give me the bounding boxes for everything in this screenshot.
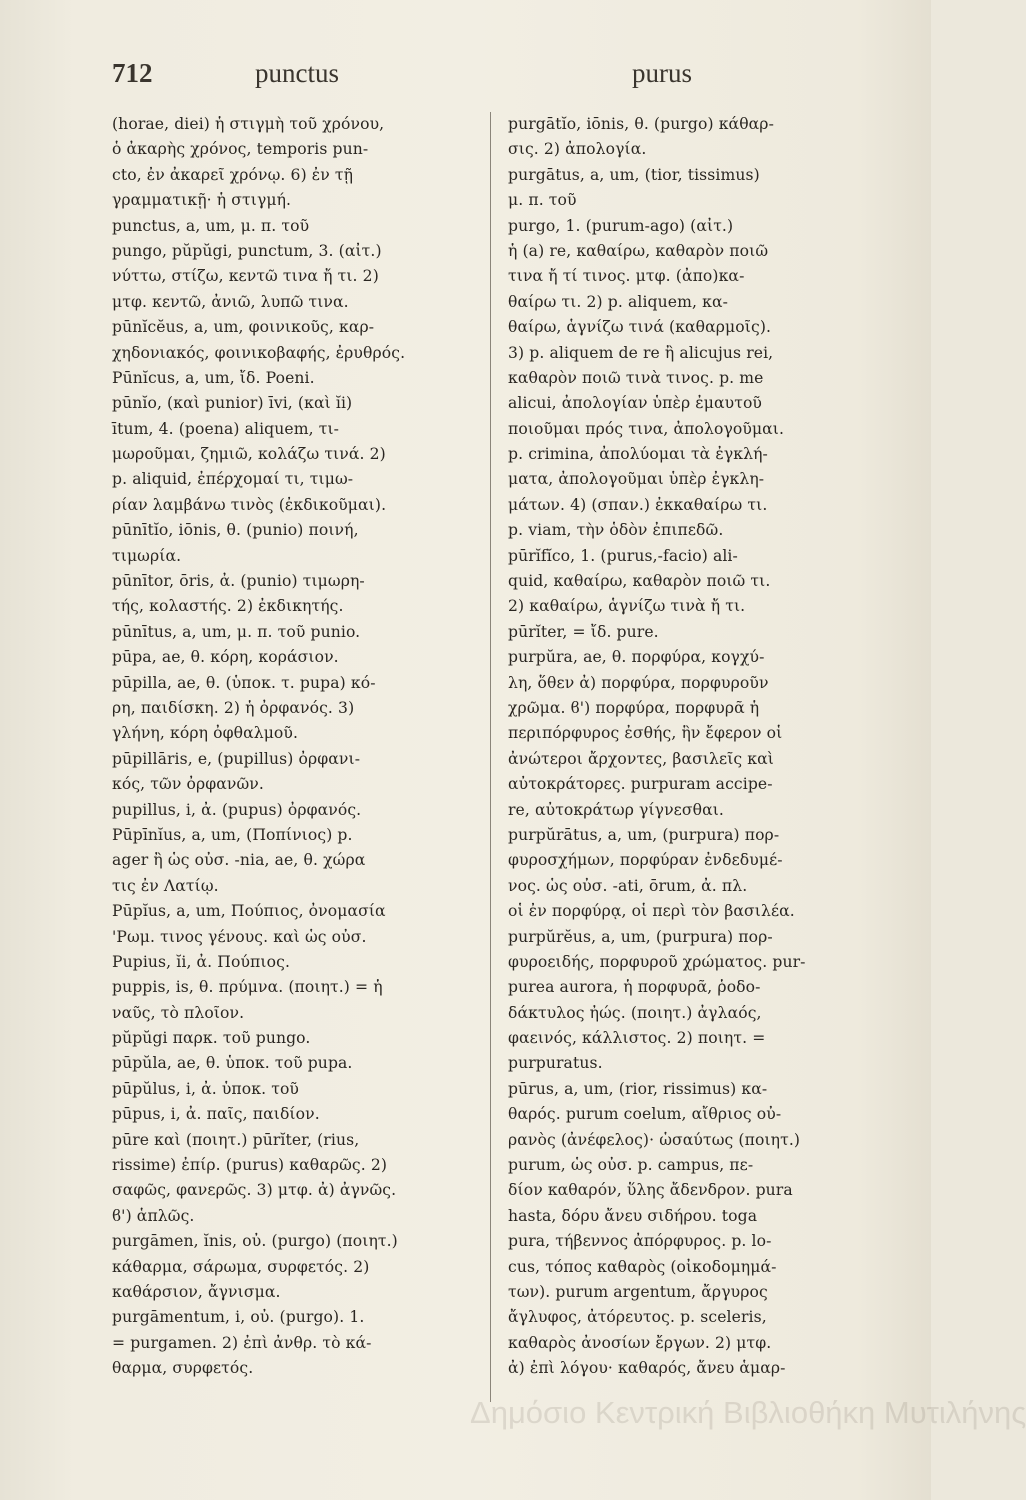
dictionary-line: μωροῦμαι, ζημιῶ, κολάζω τινά. 2) (112, 445, 386, 464)
dictionary-line: μάτων. 4) (σπαν.) ἐκκαθαίρω τι. (508, 495, 768, 514)
dictionary-line: Pūpĭus, a, um, Πούπιος, ὀνομασία (112, 902, 386, 921)
dictionary-line: 'Ρωμ. τινος γένους. καὶ ὡς οὐσ. (112, 927, 367, 946)
dictionary-line: τιμωρία. (112, 546, 182, 565)
dictionary-line: purpŭrātus, a, um, (purpura) πορ- (508, 825, 780, 844)
dictionary-line: κός, τῶν ὀρφανῶν. (112, 775, 264, 794)
dictionary-line: pūpŭlus, i, ἀ. ὑποκ. τοῦ (112, 1079, 300, 1098)
dictionary-line: χηδονιακός, φοινικοβαφής, ἐρυθρός. (112, 343, 406, 362)
dictionary-line: ītum, 4. (poena) aliquem, τι- (112, 419, 340, 438)
dictionary-line: ἀνώτεροι ἄρχοντες, βασιλεῖς καὶ (508, 749, 774, 768)
dictionary-line: Pūpīnĭus, a, um, (Ποπίνιος) p. (112, 825, 353, 844)
dictionary-line: rissime) ἐπίρ. (purus) καθαρῶς. 2) (112, 1156, 388, 1175)
dictionary-line: καθαρὸν ποιῶ τινὰ τινος. p. me (508, 368, 764, 387)
dictionary-line: Pupius, ĭi, ἀ. Πούπιος. (112, 952, 291, 971)
dictionary-line: purum, ὡς οὐσ. p. campus, πε- (508, 1156, 754, 1175)
dictionary-line: purgātus, a, um, (tior, tissimus) (508, 165, 760, 184)
dictionary-line: σις. 2) ἀπολογία. (508, 140, 647, 159)
dictionary-line: pūre καὶ (ποιητ.) pūrĭter, (rius, (112, 1130, 360, 1149)
left-column (112, 112, 490, 1382)
dictionary-line: pūpillāris, e, (pupillus) ὀρφανι- (112, 749, 361, 768)
dictionary-line: cus, τόπος καθαρὸς (οἰκοδομημά- (508, 1257, 777, 1276)
dictionary-line: (horae, diei) ἡ στιγμὴ τοῦ χρόνου, (112, 115, 385, 133)
dictionary-line: purgo, 1. (purum-ago) (αἰτ.) (508, 216, 734, 235)
dictionary-line: hasta, δόρυ ἄνευ σιδήρου. toga (508, 1206, 758, 1225)
dictionary-line: pura, τήβεννος ἀπόρφυρος. p. lo- (508, 1232, 772, 1251)
dictionary-line: αὐτοκράτορες. purpuram accipe- (508, 775, 773, 794)
dictionary-line: p. aliquid, ἐπέρχομαί τι, τιμω- (112, 470, 354, 489)
dictionary-line: pūnītĭo, iōnis, θ. (punio) ποινή, (112, 521, 359, 540)
dictionary-line: ὁ ἀκαρὴς χρόνος, temporis pun- (112, 140, 369, 159)
dictionary-line: κάθαρμα, σάρωμα, συρφετός. 2) (112, 1257, 370, 1276)
dictionary-line: pūnītor, ōris, ἀ. (punio) τιμωρη- (112, 572, 365, 591)
dictionary-line: pūnĭcĕus, a, um, φοινικοῦς, καρ- (112, 318, 375, 337)
dictionary-line: δάκτυλος ἠώς. (ποιητ.) ἀγλαός, (508, 1003, 762, 1022)
dictionary-line: purgātĭo, iōnis, θ. (purgo) κάθαρ- (508, 115, 774, 133)
library-watermark: Δημόσιο Κεντρική Βιβλιοθήκη Μυτιλήνης (470, 1395, 1026, 1430)
dictionary-line: pūpilla, ae, θ. (ὑποκ. τ. pupa) κό- (112, 673, 376, 692)
dictionary-line: ager ἢ ὡς οὐσ. -nia, ae, θ. χώρα (112, 851, 366, 870)
dictionary-line: pŭpŭgi παρκ. τοῦ pungo. (112, 1029, 311, 1048)
dictionary-line: purgāmen, ĭnis, οὐ. (purgo) (ποιητ.) (112, 1232, 398, 1251)
dictionary-line: = purgamen. 2) ἐπὶ ἀνθρ. τὸ κά- (112, 1333, 372, 1352)
page-number: 712 (112, 58, 153, 88)
dictionary-line: p. viam, τὴν ὁδὸν ἐπιπεδῶ. (508, 521, 724, 540)
dictionary-line: σαφῶς, φανερῶς. 3) μτφ. ἀ) ἀγνῶς. (112, 1181, 397, 1200)
dictionary-line: μ. π. τοῦ (508, 191, 577, 210)
right-column (508, 112, 886, 1382)
dictionary-line: ρανὸς (ἀνέφελος)· ὡσαύτως (ποιητ.) (508, 1130, 801, 1149)
dictionary-line: ρίαν λαμβάνω τινὸς (ἐκδικοῦμαι). (112, 495, 387, 514)
dictionary-line: pungo, pŭpŭgi, punctum, 3. (αἰτ.) (112, 241, 382, 260)
dictionary-line: ἡ (a) re, καθαίρω, καθαρὸν ποιῶ (508, 241, 769, 260)
dictionary-line: puppis, is, θ. πρύμνα. (ποιητ.) = ἡ (112, 978, 383, 997)
dictionary-line: pūpŭla, ae, θ. ὑποκ. τοῦ pupa. (112, 1054, 353, 1073)
dictionary-line: ναῦς, τὸ πλοῖον. (112, 1003, 245, 1022)
right-headword: purus (632, 58, 692, 88)
dictionary-line: οἱ ἐν πορφύρᾳ, οἱ περὶ τὸν βασιλέα. (508, 902, 795, 921)
dictionary-line: pūrus, a, um, (rior, rissimus) κα- (508, 1079, 768, 1098)
dictionary-line: ποιοῦμαι πρός τινα, ἀπολογοῦμαι. (508, 419, 785, 438)
dictionary-line: alicui, ἀπολογίαν ὑπὲρ ἐμαυτοῦ (508, 394, 763, 413)
dictionary-line: χρῶμα. ϐ') πορφύρα, πορφυρᾶ ἡ (508, 698, 760, 717)
dictionary-line: pūnĭo, (καὶ punior) īvi, (καὶ ĭi) (112, 394, 353, 413)
dictionary-line: θαίρω τι. 2) p. aliquem, κα- (508, 292, 728, 311)
dictionary-line: 2) καθαίρω, ἁγνίζω τινὰ ἤ τι. (508, 597, 746, 616)
dictionary-line: purpuratus. (508, 1054, 603, 1073)
dictionary-line: ϐ') ἁπλῶς. (112, 1206, 195, 1225)
dictionary-line: τής, κολαστής. 2) ἐκδικητής. (112, 597, 344, 616)
dictionary-line: γραμματικῇ· ἡ στιγμή. (112, 191, 292, 210)
dictionary-line: νος. ὡς οὐσ. -ati, ōrum, ἀ. πλ. (508, 876, 748, 895)
dictionary-line: γλήνη, κόρη ὀφθαλμοῦ. (112, 724, 299, 743)
dictionary-line: Pūnĭcus, a, um, ἴδ. Poeni. (112, 368, 315, 387)
dictionary-line: θαρμα, συρφετός. (112, 1359, 254, 1378)
dictionary-line: purpŭrĕus, a, um, (purpura) πορ- (508, 927, 773, 946)
dictionary-line: 3) p. aliquem de re ἢ alicujus rei, (508, 343, 774, 362)
dictionary-line: καθάρσιον, ἄγνισμα. (112, 1282, 281, 1301)
dictionary-line: νύττω, στίζω, κεντῶ τινα ἤ τι. 2) (112, 267, 379, 286)
dictionary-line: purpŭra, ae, θ. πορφύρα, κογχύ- (508, 648, 765, 667)
left-headword: punctus (255, 58, 339, 88)
dictionary-line: purgāmentum, i, οὐ. (purgo). 1. (112, 1308, 365, 1327)
dictionary-line: λη, ὅθεν ἀ) πορφύρα, πορφυροῦν (508, 673, 769, 692)
dictionary-line: pupillus, i, ἀ. (pupus) ὀρφανός. (112, 800, 362, 819)
dictionary-line: των). purum argentum, ἄργυρος (508, 1282, 768, 1301)
dictionary-line: θαρός. purum coelum, αἴθριος οὐ- (508, 1105, 782, 1124)
dictionary-line: καθαρὸς ἀνοσίων ἔργων. 2) μτφ. (508, 1333, 772, 1352)
dictionary-line: μτφ. κεντῶ, ἀνιῶ, λυπῶ τινα. (112, 292, 349, 311)
dictionary-line: φυροειδής, πορφυροῦ χρώματος. pur- (508, 952, 806, 971)
dictionary-line: pūpa, ae, θ. κόρη, κοράσιον. (112, 648, 339, 667)
dictionary-line: pūpus, i, ἀ. παῖς, παιδίον. (112, 1105, 320, 1124)
dictionary-line: ἀ) ἐπὶ λόγου· καθαρός, ἄνευ ἁμαρ- (508, 1359, 786, 1378)
dictionary-line: ρη, παιδίσκη. 2) ἡ ὀρφανός. 3) (112, 698, 355, 717)
column-divider (490, 112, 491, 1402)
dictionary-line: pūrĭter, = ἴδ. pure. (508, 622, 659, 641)
dictionary-line: punctus, a, um, μ. π. τοῦ (112, 216, 310, 235)
dictionary-line: δίον καθαρόν, ὕλης ἄδενδρον. pura (508, 1181, 793, 1200)
dictionary-line: φυροσχήμων, πορφύραν ἐνδεδυμέ- (508, 851, 783, 870)
dictionary-line: τινα ἤ τί τινος. μτφ. (ἀπο)κα- (508, 267, 745, 286)
dictionary-line: quid, καθαίρω, καθαρὸν ποιῶ τι. (508, 572, 771, 591)
dictionary-line: purea aurora, ἡ πορφυρᾶ, ῥοδο- (508, 978, 761, 997)
dictionary-line: p. crimina, ἀπολύομαι τὰ ἐγκλή- (508, 445, 768, 464)
dictionary-line: pūnītus, a, um, μ. π. τοῦ punio. (112, 622, 361, 641)
dictionary-line: ἄγλυφος, ἀτόρευτος. p. sceleris, (508, 1308, 767, 1327)
dictionary-line: θαίρω, ἁγνίζω τινά (καθαρμοῖς). (508, 318, 772, 337)
dictionary-line: περιπόρφυρος ἐσθής, ἣν ἔφερον οἱ (508, 724, 783, 743)
dictionary-line: τις ἐν Λατίῳ. (112, 876, 219, 895)
dictionary-line: ματα, ἀπολογοῦμαι ὑπὲρ ἐγκλη- (508, 470, 765, 489)
dictionary-line: φαεινός, κάλλιστος. 2) ποιητ. = (508, 1029, 766, 1048)
dictionary-line: re, αὐτοκράτωρ γίγνεσθαι. (508, 800, 724, 819)
dictionary-line: cto, ἐν ἀκαρεῖ χρόνῳ. 6) ἐν τῇ (112, 165, 354, 184)
dictionary-line: pūrĭfĭco, 1. (purus,-facio) ali- (508, 546, 738, 565)
running-header (0, 58, 931, 98)
